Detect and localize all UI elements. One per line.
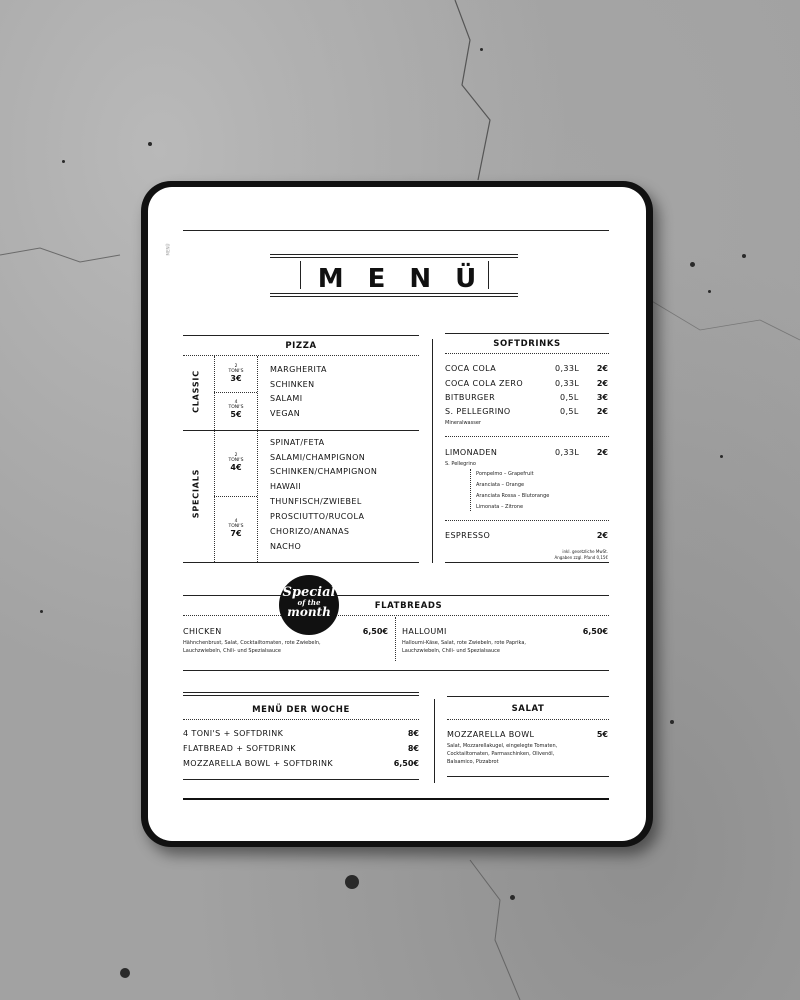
drink-name: BITBURGER [445, 393, 496, 402]
section-divider [432, 339, 433, 563]
pizza-column-rule [214, 356, 215, 430]
drink-name: ESPRESSO [445, 531, 491, 540]
flatbread-desc: Halloumi-Käse, Salat, rote Zwiebeln, rote Paprika, [402, 640, 527, 646]
softdrinks-dotted-rule [445, 436, 609, 437]
pizza-item: SCHINKEN [270, 380, 315, 389]
top-rule [183, 230, 609, 231]
salat-dotted-rule [447, 719, 609, 720]
drink-size: 0,33L [555, 364, 580, 373]
drink-note: S. Pellegrino [445, 461, 476, 467]
flatbread-name: CHICKEN [183, 627, 222, 636]
specials-price-small: 2 TONI'S 4€ [228, 453, 244, 472]
salat-desc: Balsamico, Pizzabrot [447, 759, 499, 765]
pizza-item: VEGAN [270, 409, 301, 418]
salat-name: MOZZARELLA BOWL [447, 730, 535, 739]
menu-paper [148, 187, 646, 841]
pizza-item: SALAMI [270, 394, 303, 403]
flatbread-desc: Lauchzwiebeln, Chili- und Spezialsauce [402, 648, 500, 654]
drink-size: 0,5L [560, 393, 579, 402]
woche-item: FLATBREAD + SOFTDRINK [183, 744, 296, 753]
woche-rule [183, 695, 419, 696]
drink-size: 0,33L [555, 379, 580, 388]
salat-bottom-rule [447, 776, 609, 777]
salat-desc: Cocktailtomaten, Parmaschinken, Olivenöl, [447, 751, 555, 757]
drink-name: COCA COLA [445, 364, 497, 373]
title-rule [270, 257, 518, 258]
pizza-column-rule [257, 431, 258, 562]
drink-price: 2€ [596, 379, 608, 388]
pizza-item: CHORIZO/ANANAS [270, 527, 350, 536]
title-rule [270, 254, 518, 255]
pizza-item: PROSCIUTTO/RUCOLA [270, 512, 365, 521]
woche-price: 8€ [407, 744, 419, 753]
woche-dotted-rule [183, 719, 419, 720]
flavor-item: Aranciata – Orange [476, 482, 525, 488]
flavor-item: Limonata – Zitrone [476, 504, 524, 510]
softdrinks-header: SOFTDRINKS [493, 339, 561, 349]
flatbread-desc: Hähnchenbrust, Salat, Cocktailtomaten, rote Zwiebeln, [183, 640, 321, 646]
specials-price-large: 4 TONI'S 7€ [228, 519, 244, 538]
flavor-item: Pompelmo – Grapefruit [476, 471, 534, 477]
flatbreads-column-rule [395, 617, 396, 661]
flatbreads-rule [183, 595, 609, 596]
softdrinks-dotted-rule [445, 520, 609, 521]
drink-note: Mineralwasser [445, 420, 481, 426]
salat-price: 5€ [596, 730, 608, 739]
woche-item: 4 TONI'S + SOFTDRINK [183, 729, 284, 738]
flatbreads-bottom-rule [183, 670, 609, 671]
menu-title: MENÜ [317, 264, 501, 294]
flatbread-price: 6,50€ [582, 627, 608, 636]
flatbreads-dotted-rule [183, 615, 609, 616]
woche-bottom-rule [183, 779, 419, 780]
flatbread-desc: Lauchzwiebeln, Chili- und Spezialsauce [183, 648, 281, 654]
drink-name: COCA COLA ZERO [445, 379, 524, 388]
flavor-item: Aranciata Rossa – Blutorange [476, 493, 550, 499]
salat-rule [447, 696, 609, 697]
pizza-item: SALAMI/CHAMPIGNON [270, 453, 366, 462]
softdrinks-rule [445, 333, 609, 334]
title-rule [270, 296, 518, 297]
pizza-header: PIZZA [285, 341, 317, 351]
drink-size: 0,5L [560, 407, 579, 416]
pizza-rule [183, 430, 419, 431]
woche-item: MOZZARELLA BOWL + SOFTDRINK [183, 759, 333, 768]
drink-price: 2€ [596, 407, 608, 416]
drink-name: S. PELLEGRINO [445, 407, 511, 416]
salat-desc: Salat, Mozzarellakugel, eingelegte Tomaten, [447, 743, 558, 749]
specials-label: SPECIALS [191, 468, 201, 519]
footnote: inkl. gesetzliche MwSt. [562, 549, 608, 554]
pizza-item: HAWAII [270, 482, 302, 491]
salat-header: SALAT [511, 704, 545, 714]
flavor-bracket [470, 469, 471, 511]
special-of-the-month-badge: Special of the month [279, 575, 339, 635]
woche-price: 8€ [407, 729, 419, 738]
flatbread-name: HALLOUMI [402, 627, 447, 636]
pizza-item: SPINAT/FETA [270, 438, 325, 447]
side-tag: MENÜ [165, 243, 171, 256]
drink-price: 2€ [596, 531, 608, 540]
drink-price: 3€ [596, 393, 608, 402]
price-divider [214, 496, 257, 497]
classic-price-large: 4 TONI'S 5€ [228, 400, 244, 419]
classic-price-small: 2 TONI'S 3€ [228, 364, 244, 383]
footnote: Angaben zzgl. Pfand 0,15€ [554, 555, 608, 560]
softdrinks-bottom-rule [445, 562, 609, 563]
flatbreads-header: FLATBREADS [374, 601, 443, 611]
woche-rule [183, 692, 419, 693]
woche-header: MENÜ DER WOCHE [252, 705, 350, 715]
pizza-item: THUNFISCH/ZWIEBEL [270, 497, 362, 506]
drink-price: 2€ [596, 448, 608, 457]
pizza-rule [183, 335, 419, 336]
pizza-bottom-rule [183, 562, 419, 563]
drink-size: 0,33L [555, 448, 580, 457]
pizza-column-rule [257, 356, 258, 430]
pizza-item: MARGHERITA [270, 365, 327, 374]
drink-name: LIMONADEN [445, 448, 498, 457]
softdrinks-dotted-rule [445, 353, 609, 354]
woche-price: 6,50€ [393, 759, 419, 768]
flatbread-price: 6,50€ [362, 627, 388, 636]
pizza-dotted-rule [183, 355, 419, 356]
section-divider [434, 699, 435, 783]
classic-label: CLASSIC [191, 370, 201, 413]
pizza-item: SCHINKEN/CHAMPIGNON [270, 467, 378, 476]
pizza-item: NACHO [270, 542, 302, 551]
bottom-rule [183, 798, 609, 800]
drink-price: 2€ [596, 364, 608, 373]
price-divider [214, 392, 257, 393]
